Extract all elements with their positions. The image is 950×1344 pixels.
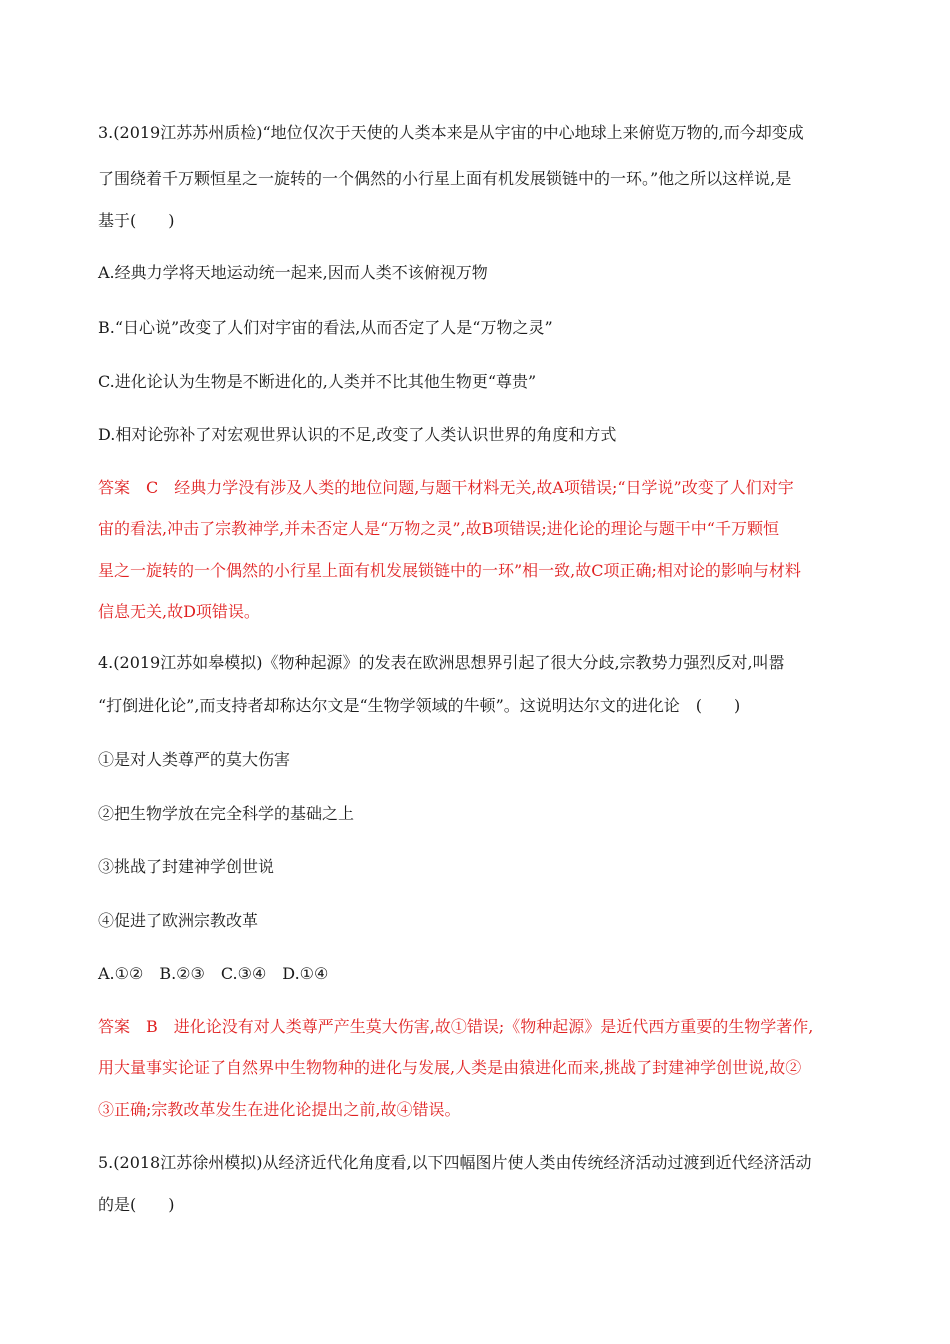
question-4-stem-line-1: 4.(2019江苏如皋模拟)《物种起源》的发表在欧洲思想界引起了很大分歧,宗教势力强烈反对,叫嚣 xyxy=(98,653,785,672)
question-4-item-2: ②把生物学放在完全科学的基础之上 xyxy=(98,804,355,823)
question-3-answer-line-3: 星之一旋转的一个偶然的小行星上面有机发展锁链中的一环”相一致,故C项正确;相对论的影响与材料 xyxy=(98,561,801,580)
question-4-stem-line-2: “打倒进化论”,而支持者却称达尔文是“生物学领域的牛顿”。这说明达尔文的进化论 ( ) xyxy=(98,696,741,715)
question-3-stem-line-3: 基于( ) xyxy=(98,211,175,230)
question-3-answer-line-1: 答案 C 经典力学没有涉及人类的地位问题,与题干材料无关,故A项错误;“日学说”改变了人们对宇 xyxy=(98,478,794,497)
question-4-item-3: ③挑战了封建神学创世说 xyxy=(98,857,275,876)
question-4-answer-line-2: 用大量事实论证了自然界中生物物种的进化与发展,人类是由猿进化而来,挑战了封建神学创世说,故② xyxy=(98,1058,802,1077)
question-4-answer-line-3: ③正确;宗教改革发生在进化论提出之前,故④错误。 xyxy=(98,1100,461,1119)
question-3-option-d: D.相对论弥补了对宏观世界认识的不足,改变了人类认识世界的角度和方式 xyxy=(98,425,617,444)
question-4-item-4: ④促进了欧洲宗教改革 xyxy=(98,911,259,930)
question-3-answer-line-2: 宙的看法,冲击了宗教神学,并未否定人是“万物之灵”,故B项错误;进化论的理论与题干中“千万颗恒 xyxy=(98,519,779,538)
question-3-stem-line-2: 了围绕着千万颗恒星之一旋转的一个偶然的小行星上面有机发展锁链中的一环。”他之所以这样说,是 xyxy=(98,169,792,188)
question-5-stem-line-2: 的是( ) xyxy=(98,1195,175,1214)
question-3-stem-line-1: 3.(2019江苏苏州质检)“地位仅次于天使的人类本来是从宇宙的中心地球上来俯览万物的,而今却变成 xyxy=(98,123,804,142)
question-3-option-c: C.进化论认为生物是不断进化的,人类并不比其他生物更“尊贵” xyxy=(98,372,537,391)
question-4-item-1: ①是对人类尊严的莫大伤害 xyxy=(98,750,291,769)
question-5-stem-line-1: 5.(2018江苏徐州模拟)从经济近代化角度看,以下四幅图片使人类由传统经济活动过渡到近代经济活动 xyxy=(98,1153,812,1172)
question-3-option-b: B.“日心说”改变了人们对宇宙的看法,从而否定了人是“万物之灵” xyxy=(98,318,553,337)
question-3-option-a: A.经典力学将天地运动统一起来,因而人类不该俯视万物 xyxy=(98,263,488,282)
question-4-answer-line-1: 答案 B 进化论没有对人类尊严产生莫大伤害,故①错误;《物种起源》是近代西方重要的生物学著作, xyxy=(98,1017,814,1036)
question-4-options: A.①② B.②③ C.③④ D.①④ xyxy=(98,964,329,983)
question-3-answer-line-4: 信息无关,故D项错误。 xyxy=(98,602,260,621)
